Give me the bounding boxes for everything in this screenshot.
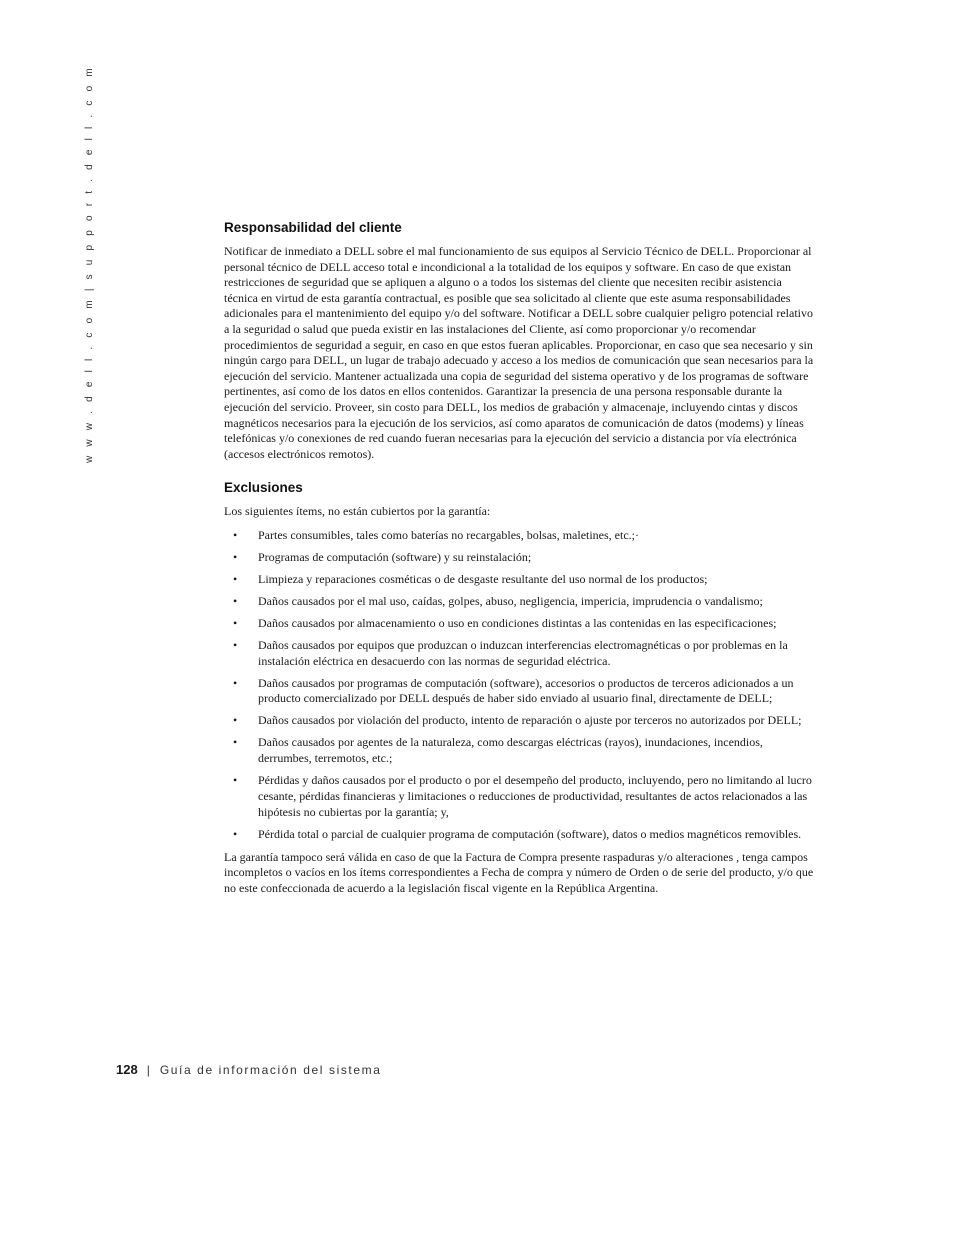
list-item — [224, 528, 816, 544]
side-url: w w w . d e l l . c o m | s u p p o r t . d e l l . c o m — [84, 65, 95, 463]
list-item-text: Daños causados por equipos que produzcan o induzcan interferencias electromagnéticas o por problemas en la instalación eléctrica en desacuerdo con las normas de seguridad eléctrica. — [258, 637, 788, 668]
list-item — [224, 827, 816, 843]
bullet: • — [233, 675, 238, 690]
bullet: • — [233, 637, 238, 652]
list-item-text: Daños causados por violación del producto, intento de reparación o ajuste por terceros no autorizados por DELL; — [258, 713, 802, 728]
list-item — [224, 594, 816, 610]
bullet: • — [233, 826, 238, 841]
section-body-responsabilidad: Notificar de inmediato a DELL sobre el mal funcionamiento de sus equipos al Servicio Técnico de DELL. Proporcionar al personal técnico de DELL acceso total e incondicional a la totalidad de los equipos y software. En caso de que existan restricciones de seguridad que se apliquen a alguno o a todos los sistemas del cliente que necesiten recibir asistencia técnica en virtud de esta garantía contractual, es posible que sea solicitado al cliente que este asuma responsabilidades adicionales para el mantenimiento del equipo y/o del software. Notificar a DELL sobre cualquier peligro potencial relativo a la seguridad o salud que pueda existir en las instalaciones del Cliente, así como proporcionar y/o recomendar procedimientos de seguridad a seguir, en caso en que estos fueran aplicables. Proporcionar, en caso que sea necesario y sin ningún cargo para DELL, un lugar de trabajo adecuado y acceso a los medios de comunicación que sean necesarios para la ejecución del servicio. Mantener actualizada una copia de seguridad del sistema operativo y de los programas de software pertinentes, así como de los datos en ellos contenidos. Garantizar la presencia de una persona responsable durante la ejecución del servicio. Proveer, sin costo para DELL, los medios de grabación y almacenaje, incluyendo cintas y discos magnéticos necesarios para la ejecución de los servicios, así como aparatos de comunicación de datos (modems) y líneas telefónicas y/o conexiones de red cuando fueran necesarias para la ejecución del servicio a distancia por vía electrónica (accesos electrónicos remotos). — [224, 244, 814, 461]
list-item — [224, 676, 816, 708]
section-responsabilidad — [224, 219, 816, 462]
exclusiones-list — [224, 528, 816, 843]
list-item-text: Daños causados por programas de computación (software), accesorios o productos de terceros adicionados a un producto comercializado por DELL después de haber sido enviado al usuario final, directamente de DELL; — [258, 675, 794, 706]
bullet: • — [233, 615, 238, 630]
list-item-text: Partes consumibles, tales como baterías no recargables, bolsas, maletines, etc.;· — [258, 527, 639, 542]
main-content — [224, 219, 816, 896]
list-item-text: Daños causados por el mal uso, caídas, golpes, abuso, negligencia, impericia, imprudencia o vandalismo; — [258, 593, 763, 608]
exclusiones-closing: La garantía tampoco será válida en caso de que la Factura de Compra presente raspaduras y/o alteraciones , tenga campos incompletos o vacíos en los ítems correspondientes a Fecha de compra y número de Orden o de serie del producto, y/o que no este confeccionada de acuerdo a la legislación fiscal vigente en la República Argentina. — [224, 849, 814, 895]
section-heading-responsabilidad: Responsabilidad del cliente — [224, 220, 402, 235]
list-item — [224, 616, 816, 632]
list-item-text: Pérdida total o parcial de cualquier programa de computación (software), datos o medios magnéticos removibles. — [258, 826, 802, 841]
bullet: • — [233, 773, 238, 788]
bullet: • — [233, 593, 238, 608]
list-item — [224, 550, 816, 566]
bullet: • — [233, 549, 238, 564]
list-item — [224, 572, 816, 588]
list-item-text: Pérdidas y daños causados por el producto o por el desempeño del producto, incluyendo, pero no limitando al lucro cesante, pérdidas financieras y limitaciones o reducciones de productividad, resultantes de actos relacionados a las hipótesis no cubiertas por la garantía; y, — [258, 773, 812, 819]
bullet: • — [233, 735, 238, 750]
bullet: • — [233, 713, 238, 728]
section-heading-exclusiones: Exclusiones — [224, 480, 303, 496]
list-item — [224, 638, 816, 670]
exclusiones-intro: Los siguientes ítems, no están cubiertos por la garantía: — [224, 504, 491, 519]
list-item — [224, 735, 816, 767]
footer-separator: | — [146, 1063, 150, 1077]
list-item — [224, 773, 816, 820]
list-item — [224, 713, 816, 729]
list-item-text: Daños causados por agentes de la naturaleza, como descargas eléctricas (rayos), inundaciones, incendios, derrumbes, terremotos, etc.; — [258, 735, 763, 766]
list-item-text: Programas de computación (software) y su reinstalación; — [258, 549, 532, 564]
list-item-text: Limpieza y reparaciones cosméticas o de desgaste resultante del uso normal de los productos; — [258, 571, 708, 586]
bullet: • — [233, 571, 238, 586]
list-item-text: Daños causados por almacenamiento o uso en condiciones distintas a las contenidas en las especificaciones; — [258, 615, 777, 630]
section-exclusiones — [224, 479, 816, 896]
document-title: Guía de información del sistema — [159, 1063, 382, 1077]
page-footer — [116, 1062, 382, 1077]
page-number: 128 — [116, 1062, 138, 1077]
bullet: • — [233, 527, 238, 542]
